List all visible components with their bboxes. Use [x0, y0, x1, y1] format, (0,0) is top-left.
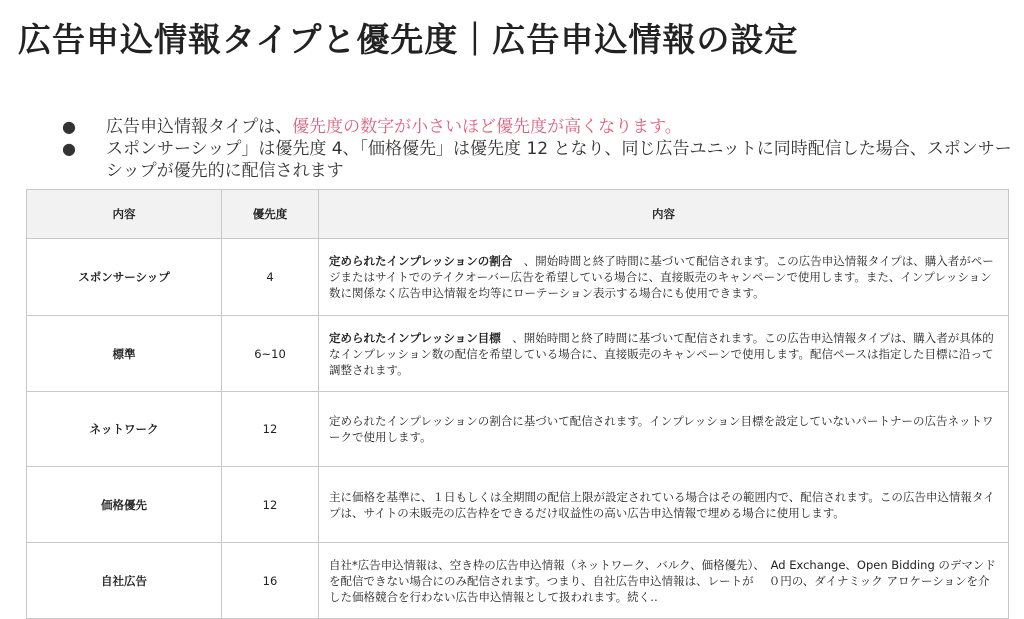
page-title: 広告申込情報タイプと優先度｜広告申込情報の設定 — [18, 20, 799, 59]
table-row — [27, 239, 1009, 316]
cell-priority: 16 — [222, 543, 319, 619]
bullet-marker: ● — [62, 139, 76, 158]
header-type: 内容 — [27, 190, 222, 239]
cell-description-bold: 定められたインプレッション目標 — [329, 330, 501, 345]
cell-type: スポンサーシップ — [27, 239, 222, 316]
cell-description — [319, 543, 1009, 619]
cell-description — [319, 316, 1009, 392]
table-row — [27, 392, 1009, 467]
bullet-highlight: 優先度の数字が小さいほど優先度が高くなります。 — [292, 117, 682, 137]
cell-description-text: 定められたインプレッションの割合に基づいて配信されます。インプレッション目標を設定していないパートナーの広告ネットワークで使用します。 — [329, 414, 994, 444]
table-header-row — [27, 190, 1009, 239]
bullet-item — [62, 138, 1024, 182]
cell-priority: 12 — [222, 467, 319, 543]
table-row — [27, 467, 1009, 543]
cell-type: 価格優先 — [27, 467, 222, 543]
header-priority: 優先度 — [222, 190, 319, 239]
cell-description-text: 自社*広告申込情報は、空き枠の広告申込情報（ネットワーク、バルク、価格優先）、 Ad Exchange、Open Bidding のデマンドを配信できない場合にのみ配信されます。つまり、自社広告申込情報は、レートが ０円の、ダイナミック アロケーションを介した価格競合を行わない広告申込情報として扱われます。続く‥ — [329, 557, 996, 604]
cell-description-text: 、開始時間と終了時間に基づいて配信されます。この広告申込情報タイプは、購入者がページまたはサイトでのテイクオーバー広告を希望している場合に、直接販売のキャンペーンで使用します。また、インプレッション数に関係なく広告申込情報を均等にローテーション表示する場合にも使用できます。 — [329, 254, 994, 300]
cell-priority: 12 — [222, 392, 319, 467]
cell-description-text: 、開始時間と終了時間に基づいて配信されます。この広告申込情報タイプは、購入者が具体的なインプレッション数の配信を希望している場合に、直接販売のキャンペーンで使用します。配信ペースは指定した目標に沿って調整されます。 — [329, 330, 994, 377]
cell-description-text: 主に価格を基準に、１日もしくは全期間の配信上限が設定されている場合はその範囲内で、配信されます。この広告申込情報タイプは、サイトの未販売の広告枠をできるだけ収益性の高い広告申込情報で埋める場合に使用します。 — [329, 489, 995, 520]
cell-priority: 4 — [222, 239, 319, 316]
bullet-list — [62, 116, 1024, 182]
bullet-marker: ● — [62, 117, 76, 136]
cell-description — [319, 467, 1009, 543]
table-row — [27, 316, 1009, 392]
bullet-item — [62, 116, 1024, 138]
cell-description-bold: 定められたインプレッションの割合 — [329, 254, 513, 268]
cell-type: 自社広告 — [27, 543, 222, 619]
cell-type: ネットワーク — [27, 392, 222, 467]
header-description: 内容 — [319, 190, 1009, 239]
cell-description — [319, 239, 1009, 316]
bullet-text: スポンサーシップ」は優先度 4、「価格優先」は優先度 12 となり、同じ広告ユニットに同時配信した場合、スポンサーシップが優先的に配信されます — [106, 139, 1012, 181]
cell-type: 標準 — [27, 316, 222, 392]
cell-priority: 6~10 — [222, 316, 319, 392]
cell-description — [319, 392, 1009, 467]
bullet-text: 広告申込情報タイプは、 — [106, 117, 293, 137]
table-row — [27, 543, 1009, 619]
priority-table — [26, 189, 1009, 619]
